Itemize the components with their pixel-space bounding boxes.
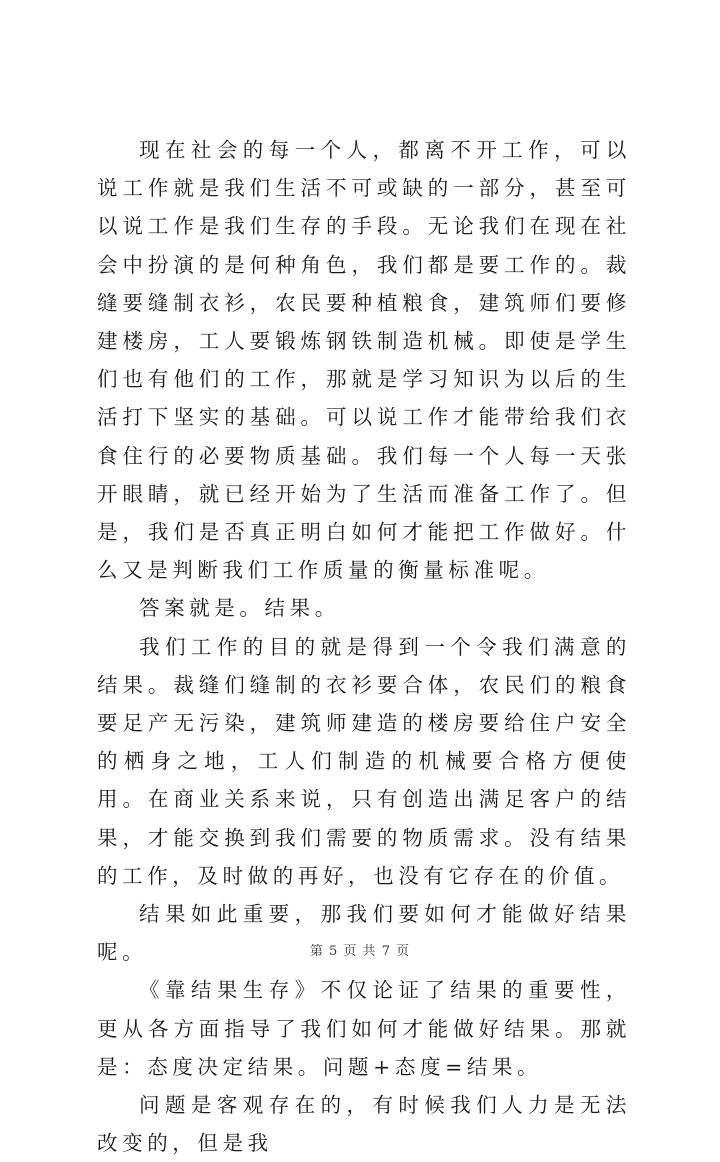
paragraph: 我们工作的目的就是得到一个令我们满意的结果。裁缝们缝制的衣衫要合体，农民们的粮食要足产无污染，建筑师建造的楼房要给住户安全的栖身之地，工人们制造的机械要合格方便使用。在商业关系来说，只有创造出满足客户的结果，才能交换到我们需要的物质需求。没有结果的工作，及时做的再好，也没有它存在的价值。	[97, 634, 631, 888]
paragraph: 答案就是。结果。	[139, 596, 340, 621]
paragraph: 《靠结果生存》不仅论证了结果的重要性，更从各方面指导了我们如何才能做好结果。那就是：态度决定结果。问题+态度=结果。	[97, 978, 631, 1079]
page-footer: 第 5 页 共 7 页	[309, 944, 411, 959]
paragraph: 问题是客观存在的，有时候我们人力是无法改变的，但是我	[97, 1093, 631, 1156]
paragraph: 结果如此重要，那我们要如何才能做好结果呢。	[97, 902, 631, 965]
document-body	[97, 131, 631, 1162]
paragraph: 现在社会的每一个人，都离不开工作，可以说工作就是我们生活不可或缺的一部分，甚至可以说工作是我们生存的手段。无论我们在现在社会中扮演的是何种角色，我们都是要工作的。裁缝要缝制衣衫，农民要种植粮食，建筑师们要修建楼房，工人要锻炼钢铁制造机械。即使是学生们也有他们的工作，那就是学习知识为以后的生活打下坚实的基础。可以说工作才能带给我们衣食住行的必要物质基础。我们每一个人每一天张开眼睛，就已经开始为了生活而准备工作了。但是，我们是否真正明白如何才能把工作做好。什么又是判断我们工作质量的衡量标准呢。	[97, 138, 631, 583]
